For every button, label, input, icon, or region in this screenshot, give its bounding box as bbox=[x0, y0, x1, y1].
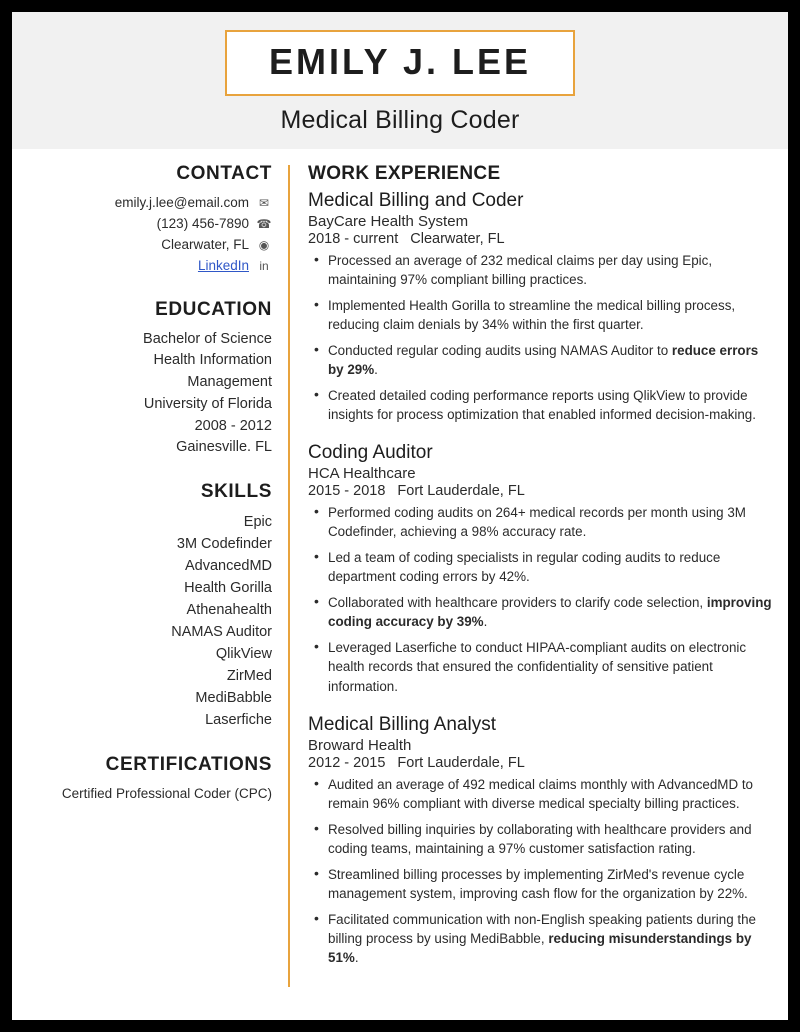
list-item: Certified Professional Coder (CPC) bbox=[61, 785, 272, 801]
linkedin-link[interactable]: LinkedIn bbox=[197, 257, 249, 273]
education-line: Health Information bbox=[153, 352, 272, 369]
contact-item-email bbox=[26, 193, 272, 214]
resume-body bbox=[12, 149, 788, 987]
certifications-list bbox=[26, 784, 272, 804]
location-pin-icon: ◉ bbox=[258, 238, 270, 252]
education-block bbox=[26, 329, 272, 460]
experience-bullets bbox=[308, 251, 774, 424]
contact-list bbox=[26, 193, 272, 277]
envelope-icon: ✉ bbox=[258, 196, 270, 211]
section-heading-work-experience: WORK EXPERIENCE bbox=[308, 163, 501, 184]
job-title-subtitle: Medical Billing Coder bbox=[280, 106, 520, 134]
resume-header bbox=[12, 12, 788, 149]
contact-location-text: Clearwater, FL bbox=[161, 236, 249, 252]
experience-meta bbox=[308, 231, 774, 247]
list-item: Health Gorilla bbox=[184, 580, 272, 597]
experience-entry bbox=[308, 190, 774, 424]
list-item: ZirMed bbox=[226, 668, 272, 685]
list-item: Athenahealth bbox=[186, 602, 272, 619]
list-item: • Processed an average of 232 medical claims per day using Epic, maintaining 97% compliant billing practices. bbox=[328, 251, 774, 289]
list-item: QlikView bbox=[215, 646, 272, 663]
list-item: 3M Codefinder bbox=[176, 536, 272, 553]
page-title: EMILY J. LEE bbox=[268, 41, 532, 82]
experience-entry bbox=[308, 714, 774, 967]
main-column bbox=[290, 163, 774, 987]
list-item: • Led a team of coding specialists in regular coding audits to reduce department coding errors by 42%. bbox=[328, 548, 774, 586]
experience-bullets bbox=[308, 503, 774, 695]
section-heading-education: EDUCATION bbox=[155, 298, 272, 320]
contact-item-location bbox=[26, 235, 272, 256]
list-item: • Audited an average of 492 medical claims monthly with AdvancedMD to remain 96% compliant with diverse medical specialty billing practices. bbox=[328, 775, 774, 813]
list-item: NAMAS Auditor bbox=[171, 624, 272, 641]
education-line: Gainesville. FL bbox=[176, 439, 272, 456]
experience-dates: 2015 - 2018 bbox=[308, 483, 386, 500]
linkedin-icon: in bbox=[259, 258, 269, 273]
experience-title: Medical Billing and Coder bbox=[308, 190, 524, 211]
phone-icon: ☎ bbox=[256, 217, 272, 232]
experience-location: Fort Lauderdale, FL bbox=[397, 483, 525, 500]
experience-title: Coding Auditor bbox=[308, 442, 433, 464]
contact-email-text: emily.j.lee@email.com bbox=[114, 195, 249, 210]
list-item: • Streamlined billing processes by implementing ZirMed's revenue cycle management system, improving cash flow for the organization by 22%. bbox=[328, 865, 774, 903]
list-item: • Facilitated communication with non-English speaking patients during the billing process by using MediBabble, reducing misunderstandings by 51%. bbox=[328, 910, 774, 967]
list-item: • Resolved billing inquiries by collaborating with healthcare providers and coding teams, maintaining a 97% customer satisfaction rating. bbox=[328, 820, 774, 858]
section-heading-certifications: CERTIFICATIONS bbox=[105, 753, 272, 775]
experience-dates: 2018 - current bbox=[308, 231, 399, 247]
contact-item-linkedin[interactable] bbox=[26, 256, 272, 277]
list-item: Epic bbox=[243, 514, 272, 531]
education-line: University of Florida bbox=[143, 395, 272, 412]
list-item: • Created detailed coding performance reports using QlikView to provide insights for process optimization that enabled informed decision-making. bbox=[328, 386, 774, 424]
experience-company: BayCare Health System bbox=[308, 213, 469, 230]
list-item: • Collaborated with healthcare providers to clarify code selection, improving coding accuracy by 39%. bbox=[328, 593, 774, 631]
list-item: • Conducted regular coding audits using NAMAS Auditor to reduce errors by 29%. bbox=[328, 341, 774, 379]
section-heading-skills: SKILLS bbox=[200, 481, 272, 503]
contact-phone-text: (123) 456-7890 bbox=[156, 215, 249, 231]
list-item: • Implemented Health Gorilla to streamline the medical billing process, reducing claim denials by 34% within the first quarter. bbox=[328, 296, 774, 334]
list-item: Laserfiche bbox=[205, 712, 272, 729]
experience-entry bbox=[308, 442, 774, 695]
experience-company: HCA Healthcare bbox=[308, 465, 416, 483]
experience-meta bbox=[308, 483, 774, 499]
experience-meta bbox=[308, 755, 774, 771]
list-item: MediBabble bbox=[195, 690, 272, 707]
experience-dates: 2012 - 2015 bbox=[308, 754, 386, 771]
contact-item-phone bbox=[26, 214, 272, 235]
education-line: Bachelor of Science bbox=[143, 330, 272, 347]
sidebar bbox=[26, 163, 288, 987]
experience-location: Clearwater, FL bbox=[410, 231, 505, 247]
section-heading-contact: CONTACT bbox=[176, 163, 272, 184]
name-box bbox=[225, 30, 575, 96]
skills-list bbox=[26, 511, 272, 731]
experience-location: Fort Lauderdale, FL bbox=[397, 754, 525, 771]
education-line: 2008 - 2012 bbox=[194, 417, 272, 434]
list-item: • Performed coding audits on 264+ medical records per month using 3M Codefinder, achieving a 98% accuracy rate. bbox=[328, 503, 774, 541]
education-line: Management bbox=[187, 374, 272, 391]
experience-company: Broward Health bbox=[308, 736, 412, 754]
experience-title: Medical Billing Analyst bbox=[308, 713, 496, 735]
resume-page bbox=[12, 12, 788, 1020]
experience-bullets bbox=[308, 775, 774, 967]
list-item: • Leveraged Laserfiche to conduct HIPAA-compliant audits on electronic health records that ensured the confidentiality of sensitive patient information. bbox=[328, 638, 774, 695]
list-item: AdvancedMD bbox=[184, 558, 272, 575]
